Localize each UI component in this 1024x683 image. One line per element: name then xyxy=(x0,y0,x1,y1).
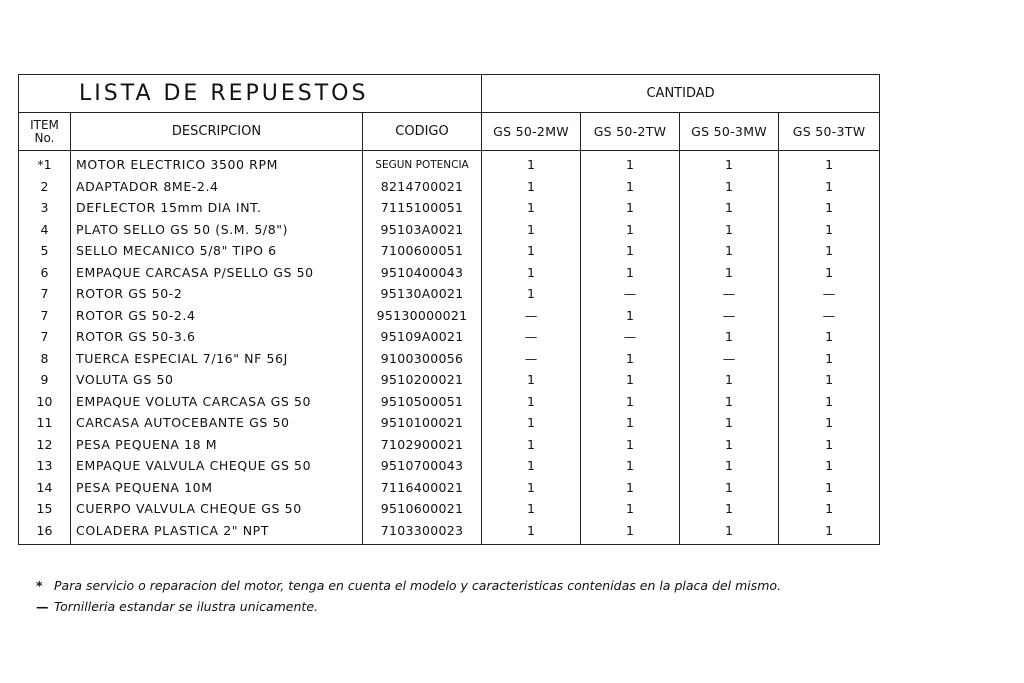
qty-3mw: — xyxy=(680,283,779,305)
part-description: EMPAQUE CARCASA P/SELLO GS 50 xyxy=(71,262,363,284)
qty-3mw: — xyxy=(680,305,779,327)
qty-2tw: 1 xyxy=(581,477,680,499)
note-marker-asterisk: * xyxy=(36,578,43,593)
qty-2tw: 1 xyxy=(581,520,680,545)
item-number: 13 xyxy=(19,455,71,477)
item-header-line2: No. xyxy=(34,130,55,145)
table-row xyxy=(19,434,880,456)
qty-3tw: — xyxy=(779,283,880,305)
item-number: 7 xyxy=(19,305,71,327)
qty-2tw: — xyxy=(581,283,680,305)
item-number: *1 xyxy=(19,151,71,176)
qty-2mw: 1 xyxy=(482,283,581,305)
qty-3tw: 1 xyxy=(779,498,880,520)
part-code: 95109A0021 xyxy=(363,326,482,348)
part-description: MOTOR ELECTRICO 3500 RPM xyxy=(71,151,363,176)
note-motor xyxy=(36,575,1016,596)
table-row xyxy=(19,369,880,391)
item-number: 3 xyxy=(19,197,71,219)
qty-2mw: 1 xyxy=(482,477,581,499)
descripcion-header: DESCRIPCION xyxy=(71,113,363,151)
qty-3tw: 1 xyxy=(779,455,880,477)
table-row xyxy=(19,455,880,477)
column-header-row xyxy=(19,113,880,151)
model-header-3tw: GS 50-3TW xyxy=(779,113,880,151)
qty-3tw: 1 xyxy=(779,369,880,391)
qty-2tw: 1 xyxy=(581,305,680,327)
part-code: 7102900021 xyxy=(363,434,482,456)
qty-2mw: — xyxy=(482,326,581,348)
cantidad-header: CANTIDAD xyxy=(482,75,880,113)
qty-2mw: 1 xyxy=(482,391,581,413)
part-code: SEGUN POTENCIA xyxy=(363,151,482,176)
table-row xyxy=(19,348,880,370)
note-text: Para servicio o reparacion del motor, tenga en cuenta el modelo y caracteristicas contenidas en la placa del mismo. xyxy=(54,578,782,593)
item-number: 4 xyxy=(19,219,71,241)
qty-2mw: 1 xyxy=(482,151,581,176)
qty-3mw: — xyxy=(680,348,779,370)
part-description: TUERCA ESPECIAL 7/16" NF 56J xyxy=(71,348,363,370)
model-header-2tw: GS 50-2TW xyxy=(581,113,680,151)
part-code: 9510600021 xyxy=(363,498,482,520)
table-row xyxy=(19,412,880,434)
part-code: 7116400021 xyxy=(363,477,482,499)
qty-2mw: 1 xyxy=(482,455,581,477)
part-description: DEFLECTOR 15mm DIA INT. xyxy=(71,197,363,219)
qty-2mw: — xyxy=(482,348,581,370)
table-row xyxy=(19,219,880,241)
item-number: 9 xyxy=(19,369,71,391)
qty-2mw: 1 xyxy=(482,219,581,241)
parts-list xyxy=(19,151,880,545)
qty-3mw: 1 xyxy=(680,219,779,241)
qty-3tw: 1 xyxy=(779,348,880,370)
qty-3mw: 1 xyxy=(680,240,779,262)
part-description: ADAPTADOR 8ME-2.4 xyxy=(71,176,363,198)
item-number: 12 xyxy=(19,434,71,456)
qty-2mw: 1 xyxy=(482,498,581,520)
qty-2mw: 1 xyxy=(482,262,581,284)
qty-3mw: 1 xyxy=(680,176,779,198)
item-number: 15 xyxy=(19,498,71,520)
qty-3mw: 1 xyxy=(680,412,779,434)
codigo-header: CODIGO xyxy=(363,113,482,151)
table-row xyxy=(19,477,880,499)
qty-2tw: 1 xyxy=(581,262,680,284)
part-code: 9510200021 xyxy=(363,369,482,391)
part-code: 95130000021 xyxy=(363,305,482,327)
qty-3tw: 1 xyxy=(779,219,880,241)
qty-2tw: 1 xyxy=(581,176,680,198)
qty-3mw: 1 xyxy=(680,369,779,391)
qty-3mw: 1 xyxy=(680,434,779,456)
qty-2tw: 1 xyxy=(581,391,680,413)
item-number: 11 xyxy=(19,412,71,434)
qty-2mw: 1 xyxy=(482,412,581,434)
qty-3tw: 1 xyxy=(779,434,880,456)
table-row xyxy=(19,176,880,198)
qty-2tw: 1 xyxy=(581,197,680,219)
qty-2mw: 1 xyxy=(482,240,581,262)
table-row xyxy=(19,326,880,348)
qty-3tw: — xyxy=(779,305,880,327)
qty-3mw: 1 xyxy=(680,197,779,219)
qty-2tw: 1 xyxy=(581,240,680,262)
item-number: 14 xyxy=(19,477,71,499)
qty-2tw: 1 xyxy=(581,151,680,176)
footnotes xyxy=(36,575,1016,617)
qty-3tw: 1 xyxy=(779,520,880,545)
qty-3mw: 1 xyxy=(680,520,779,545)
table-row xyxy=(19,391,880,413)
model-header-3mw: GS 50-3MW xyxy=(680,113,779,151)
part-description: PESA PEQUENA 18 M xyxy=(71,434,363,456)
qty-2mw: — xyxy=(482,305,581,327)
part-code: 8214700021 xyxy=(363,176,482,198)
title-row xyxy=(19,75,880,113)
qty-3mw: 1 xyxy=(680,455,779,477)
part-description: PESA PEQUENA 10M xyxy=(71,477,363,499)
part-code: 95130A0021 xyxy=(363,283,482,305)
table-row xyxy=(19,262,880,284)
part-description: EMPAQUE VOLUTA CARCASA GS 50 xyxy=(71,391,363,413)
part-code: 7115100051 xyxy=(363,197,482,219)
spare-parts-table xyxy=(18,74,880,545)
qty-3tw: 1 xyxy=(779,197,880,219)
qty-3mw: 1 xyxy=(680,498,779,520)
item-number: 8 xyxy=(19,348,71,370)
qty-3tw: 1 xyxy=(779,326,880,348)
note-marker-dash: — xyxy=(36,599,49,614)
qty-3mw: 1 xyxy=(680,151,779,176)
item-number: 16 xyxy=(19,520,71,545)
part-description: SELLO MECANICO 5/8" TIPO 6 xyxy=(71,240,363,262)
qty-3tw: 1 xyxy=(779,391,880,413)
part-code: 9510500051 xyxy=(363,391,482,413)
qty-3mw: 1 xyxy=(680,391,779,413)
part-description: VOLUTA GS 50 xyxy=(71,369,363,391)
qty-3tw: 1 xyxy=(779,477,880,499)
part-code: 95103A0021 xyxy=(363,219,482,241)
table-row xyxy=(19,240,880,262)
qty-2tw: 1 xyxy=(581,498,680,520)
qty-3tw: 1 xyxy=(779,262,880,284)
qty-2mw: 1 xyxy=(482,434,581,456)
qty-2tw: — xyxy=(581,326,680,348)
part-description: PLATO SELLO GS 50 (S.M. 5/8") xyxy=(71,219,363,241)
item-header-line1: ITEM xyxy=(30,117,59,132)
part-description: ROTOR GS 50-2.4 xyxy=(71,305,363,327)
item-number: 10 xyxy=(19,391,71,413)
part-description: EMPAQUE VALVULA CHEQUE GS 50 xyxy=(71,455,363,477)
item-number: 2 xyxy=(19,176,71,198)
part-code: 7103300023 xyxy=(363,520,482,545)
part-description: CARCASA AUTOCEBANTE GS 50 xyxy=(71,412,363,434)
model-header-2mw: GS 50-2MW xyxy=(482,113,581,151)
table-row xyxy=(19,151,880,176)
part-description: CUERPO VALVULA CHEQUE GS 50 xyxy=(71,498,363,520)
part-description: ROTOR GS 50-3.6 xyxy=(71,326,363,348)
qty-2tw: 1 xyxy=(581,369,680,391)
qty-2tw: 1 xyxy=(581,434,680,456)
note-screws xyxy=(36,596,1016,617)
part-code: 7100600051 xyxy=(363,240,482,262)
qty-2tw: 1 xyxy=(581,219,680,241)
item-number: 7 xyxy=(19,283,71,305)
table-row xyxy=(19,498,880,520)
item-number: 6 xyxy=(19,262,71,284)
part-code: 9100300056 xyxy=(363,348,482,370)
qty-2mw: 1 xyxy=(482,197,581,219)
qty-3tw: 1 xyxy=(779,412,880,434)
table-row xyxy=(19,520,880,545)
part-code: 9510100021 xyxy=(363,412,482,434)
spare-parts-sheet xyxy=(18,74,879,550)
item-number: 7 xyxy=(19,326,71,348)
table-title: LISTA DE REPUESTOS xyxy=(19,75,482,113)
item-number: 5 xyxy=(19,240,71,262)
part-description: ROTOR GS 50-2 xyxy=(71,283,363,305)
table-row xyxy=(19,197,880,219)
qty-3tw: 1 xyxy=(779,151,880,176)
part-description: COLADERA PLASTICA 2" NPT xyxy=(71,520,363,545)
qty-2mw: 1 xyxy=(482,176,581,198)
part-code: 9510400043 xyxy=(363,262,482,284)
qty-3tw: 1 xyxy=(779,176,880,198)
note-text: Tornilleria estandar se ilustra unicamente. xyxy=(54,599,318,614)
item-header xyxy=(19,113,71,151)
qty-2tw: 1 xyxy=(581,348,680,370)
qty-3mw: 1 xyxy=(680,262,779,284)
qty-2mw: 1 xyxy=(482,369,581,391)
qty-2tw: 1 xyxy=(581,455,680,477)
table-row xyxy=(19,283,880,305)
qty-3tw: 1 xyxy=(779,240,880,262)
qty-3mw: 1 xyxy=(680,477,779,499)
qty-2tw: 1 xyxy=(581,412,680,434)
qty-3mw: 1 xyxy=(680,326,779,348)
part-code: 9510700043 xyxy=(363,455,482,477)
qty-2mw: 1 xyxy=(482,520,581,545)
table-row xyxy=(19,305,880,327)
